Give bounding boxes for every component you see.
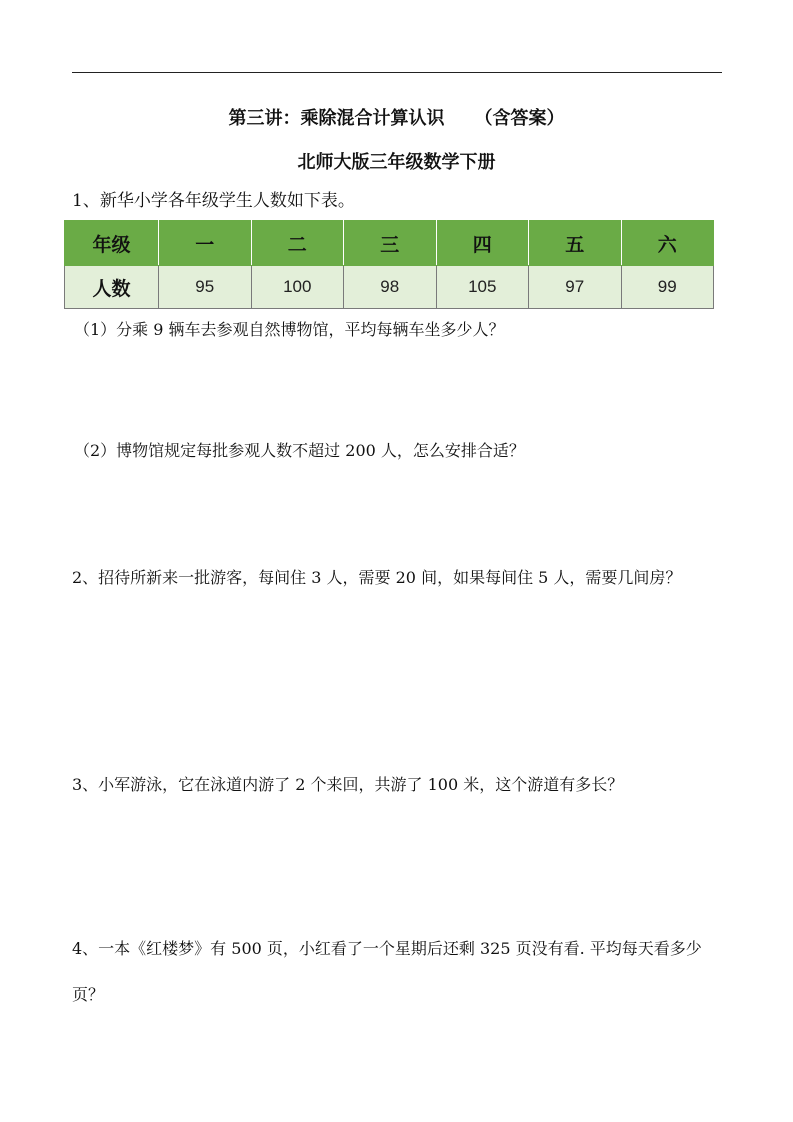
question-4-text: 4、一本《红楼梦》有 500 页，小红看了一个星期后还剩 325 页没有看. 平均每天看多少页？ xyxy=(72,939,702,1004)
table-header-cell: 一 xyxy=(159,221,252,266)
question-1-part-1: （1）分乘 9 辆车去参观自然博物馆，平均每辆车坐多少人？ xyxy=(74,320,505,339)
table-cell: 95 xyxy=(159,266,252,309)
table-row-label: 人数 xyxy=(65,266,159,309)
table-header-cell: 三 xyxy=(344,221,437,266)
top-rule xyxy=(72,72,722,73)
question-2-text: 2、招待所新来一批游客，每间住 3 人，需要 20 间，如果每间住 5 人，需要几间房？ xyxy=(72,568,682,587)
table-header-cell: 年级 xyxy=(65,221,159,266)
table-cell: 97 xyxy=(529,266,622,309)
table-header-cell: 二 xyxy=(251,221,344,266)
table-cell: 98 xyxy=(344,266,437,309)
page-title xyxy=(0,104,793,130)
title-main: 第三讲：乘除混合计算认识 xyxy=(228,108,445,129)
table-row xyxy=(65,266,714,309)
question-1-text: 1、新华小学各年级学生人数如下表。 xyxy=(72,191,355,211)
table-header-cell: 六 xyxy=(621,221,714,266)
table-cell: 99 xyxy=(621,266,714,309)
title-suffix: （含答案） xyxy=(474,108,565,129)
table-header-cell: 五 xyxy=(529,221,622,266)
table-header-cell: 四 xyxy=(436,221,529,266)
table-cell: 100 xyxy=(251,266,344,309)
table-header-row xyxy=(65,221,714,266)
question-1-part-2: （2）博物馆规定每批参观人数不超过 200 人，怎么安排合适？ xyxy=(74,441,525,460)
page-subtitle: 北师大版三年级数学下册 xyxy=(297,152,496,173)
question-3-text: 3、小军游泳，它在泳道内游了 2 个来回，共游了 100 米，这个游道有多长？ xyxy=(72,775,624,794)
grade-table xyxy=(64,220,714,309)
table-cell: 105 xyxy=(436,266,529,309)
